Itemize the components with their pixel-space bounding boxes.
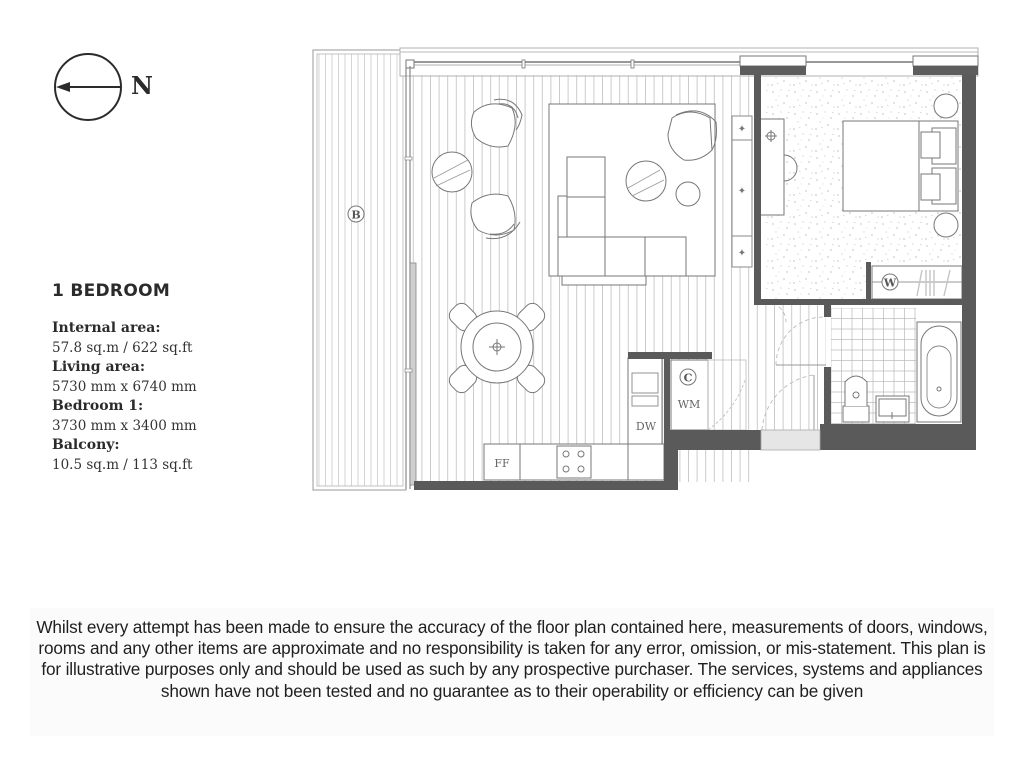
- compass-north-label: N: [131, 71, 153, 100]
- wardrobe-living: [732, 116, 752, 267]
- dishwasher-label: DW: [635, 420, 657, 433]
- spec-label: Internal area:: [52, 320, 161, 336]
- facade-top: [400, 48, 978, 76]
- svg-text:✦: ✦: [737, 186, 747, 197]
- spec-label: Living area:: [52, 359, 146, 375]
- sink: [632, 373, 658, 393]
- balcony-marker-label: B: [351, 208, 361, 222]
- washing-machine-label: WM: [677, 398, 701, 411]
- spec-living-area: [52, 357, 282, 398]
- cylinder-marker-label: C: [683, 371, 693, 385]
- cooktop: [557, 446, 591, 478]
- spec-value: 5730 mm x 6740 mm: [52, 379, 197, 395]
- spec-balcony: [52, 435, 282, 476]
- wardrobe-bedroom: [872, 266, 962, 299]
- basin: [876, 396, 909, 422]
- fridge-freezer-label: FF: [494, 457, 510, 470]
- spec-value: 57.8 sq.m / 622 sq.ft: [52, 340, 193, 356]
- spec-value: 10.5 sq.m / 113 sq.ft: [52, 457, 193, 473]
- unit-title: 1 BEDROOM: [52, 281, 171, 301]
- entry-door: [761, 430, 820, 450]
- spec-bedroom-1: [52, 396, 282, 437]
- spec-label: Balcony:: [52, 437, 120, 453]
- armchair-rug: [668, 111, 717, 160]
- unit-info-panel: [52, 281, 282, 474]
- svg-text:✦: ✦: [737, 248, 747, 259]
- bedside-table-icon: [934, 94, 958, 118]
- dining-set: [446, 300, 548, 396]
- north-arrow-icon: [52, 52, 126, 124]
- toilet: [843, 376, 869, 422]
- wardrobe-marker-label: W: [883, 276, 897, 290]
- balcony: [313, 50, 406, 490]
- svg-text:✦: ✦: [737, 124, 747, 135]
- spec-label: Bedroom 1:: [52, 398, 144, 414]
- spec-value: 3730 mm x 3400 mm: [52, 418, 197, 434]
- disclaimer: Whilst every attempt has been made to ensure the accuracy of the floor plan contained here, measurements of doors, windows, rooms and any other items are approximate and no responsibility is taken for any error, omission, or mis-statement. This plan is for illustrative purposes only and should be used as such by any prospective purchaser. The services, systems and appliances shown have not been tested and no guarantee as to their operability or efficiency can be given: [30, 608, 994, 736]
- bathroom: [831, 308, 962, 424]
- bedside-table-icon: [934, 213, 958, 237]
- spec-internal-area: [52, 318, 282, 359]
